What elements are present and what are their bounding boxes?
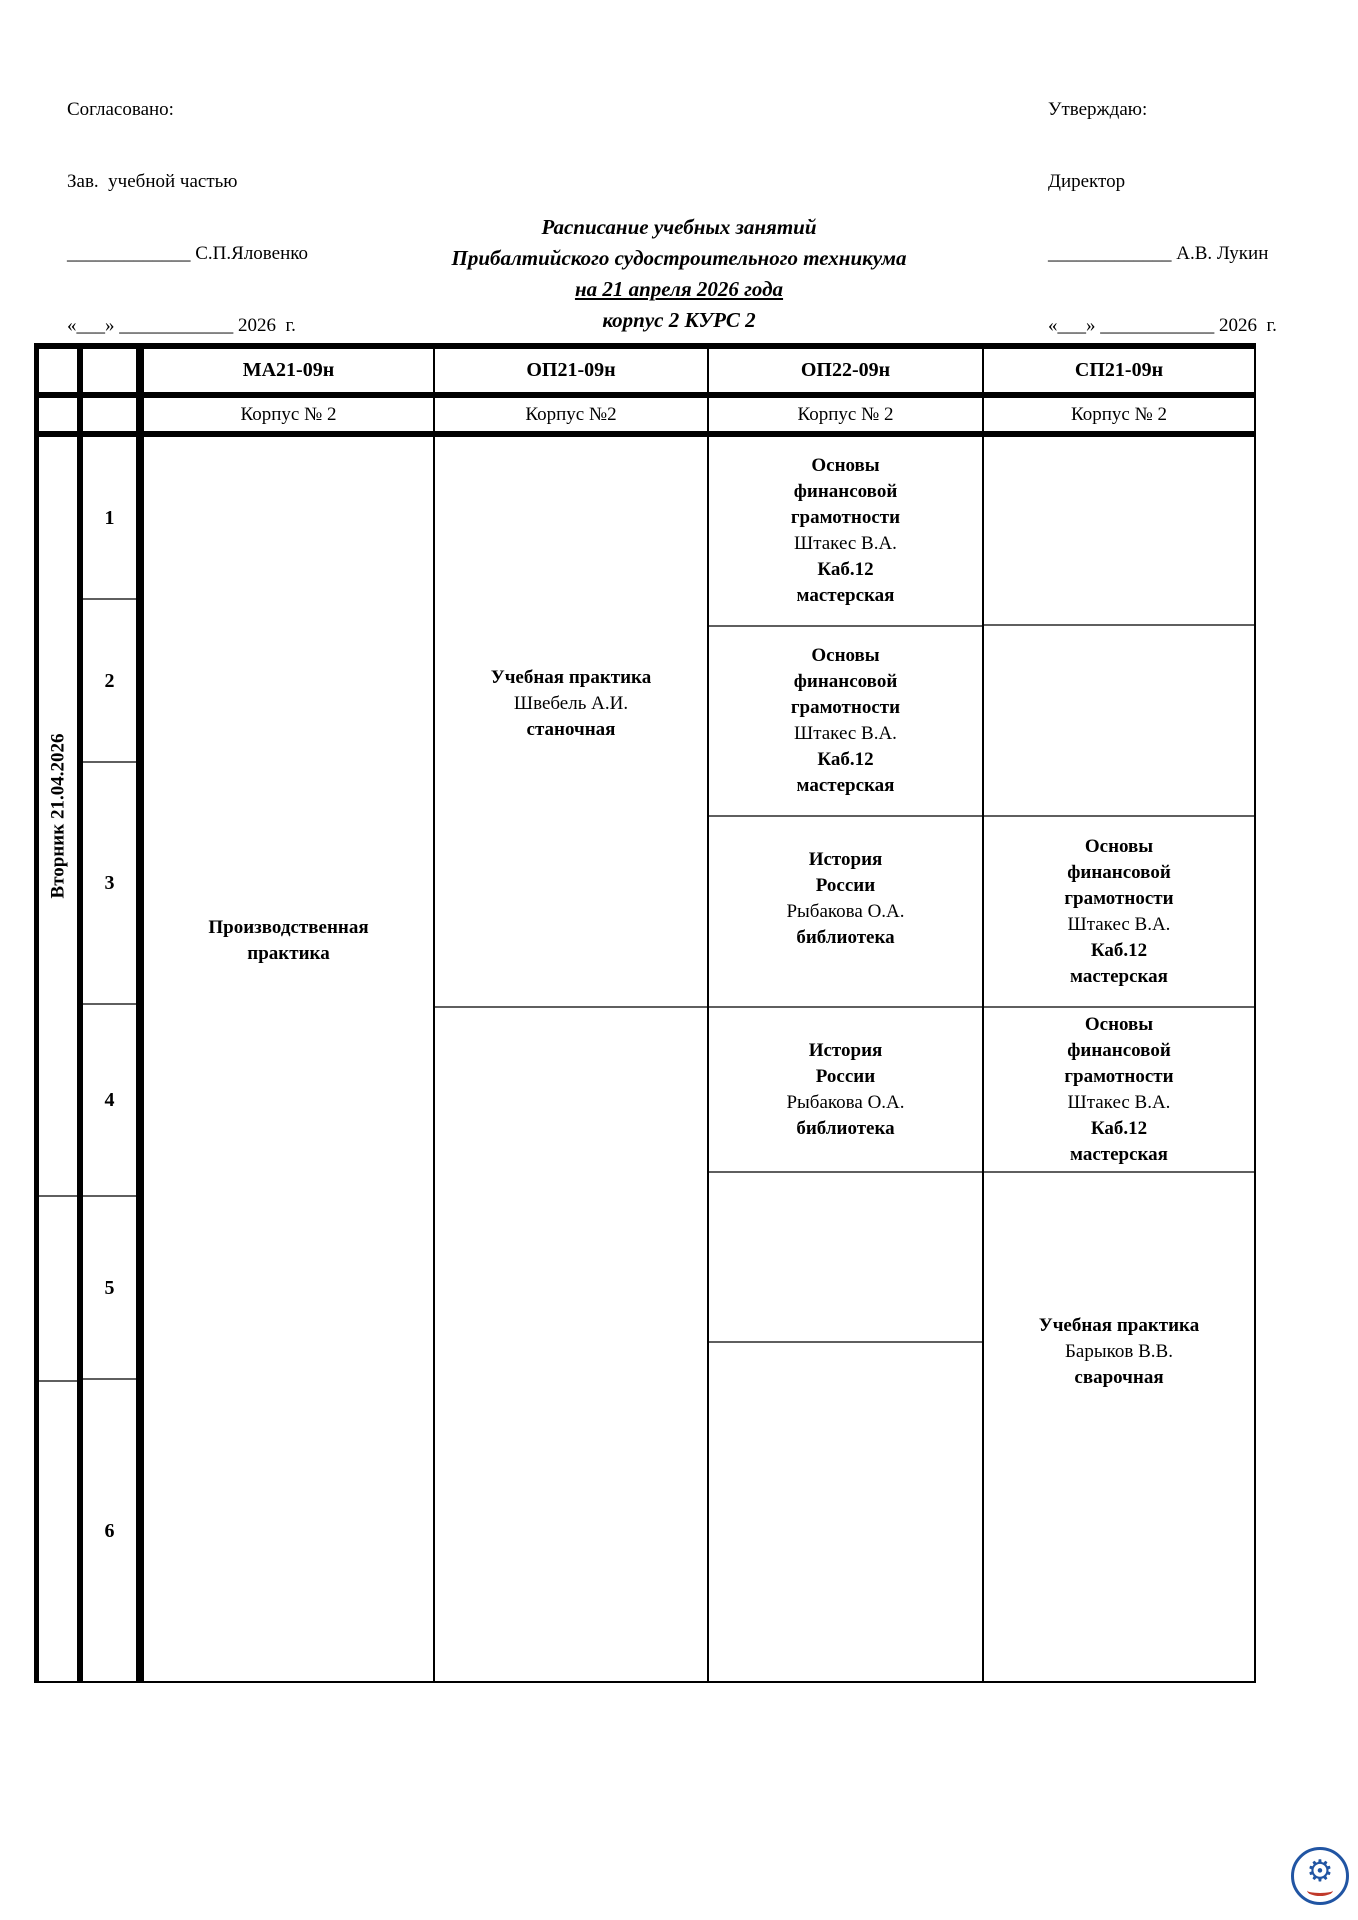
column-op22	[707, 437, 982, 1681]
subject-line: грамотности	[790, 697, 901, 718]
teacher-line: Штакес В.А.	[794, 723, 897, 744]
lesson-cell-empty	[984, 437, 1254, 626]
lesson-block-history	[709, 847, 982, 951]
teacher-line: Штакес В.А.	[794, 533, 897, 554]
subject-line: финансовой	[793, 481, 898, 502]
subject-line: финансовой	[793, 671, 898, 692]
subject-line: Основы	[811, 455, 880, 476]
lesson-block-history	[709, 1038, 982, 1142]
lesson-cell-sp21-practice	[984, 1173, 1254, 1681]
room-line: Каб.12	[1090, 939, 1148, 961]
lesson-cell-op22-1	[709, 437, 982, 627]
lesson-block-finlit	[984, 834, 1254, 990]
title-course-line: корпус 2 КУРС 2	[602, 308, 756, 332]
subject-line: грамотности	[790, 507, 901, 528]
lesson-cell-sp21-3	[984, 817, 1254, 1008]
lesson-number-4: 4	[83, 1005, 136, 1197]
lesson-cell-empty	[709, 1343, 982, 1681]
thick-horizontal-divider	[39, 431, 1254, 437]
subject-line: История	[808, 849, 883, 870]
day-column	[39, 437, 77, 1681]
subject-line: Учебная практика	[1038, 1315, 1200, 1336]
title-date-line: на 21 апреля 2026 года	[574, 277, 784, 301]
approval-left-line1: Согласовано:	[67, 99, 174, 120]
lesson-block-uchebnaya-sp	[984, 1313, 1254, 1391]
lesson-block-finlit	[709, 453, 982, 609]
lesson-cell-empty	[709, 1173, 982, 1343]
teacher-line: Штакес В.А.	[1067, 913, 1171, 935]
lesson-block-uchebnaya-op21	[435, 665, 707, 743]
place-line: станочная	[526, 719, 616, 740]
place-line: мастерская	[1070, 1143, 1168, 1165]
lesson-number-2: 2	[83, 600, 136, 763]
lesson-cell-op22-4	[709, 1008, 982, 1173]
place-line: мастерская	[796, 585, 895, 606]
lesson-cell-empty	[435, 1008, 707, 1681]
room-line: Каб.12	[817, 749, 874, 770]
approval-right-line2: Директор	[1048, 171, 1126, 192]
lesson-number-3: 3	[83, 763, 136, 1005]
thick-vertical-divider	[136, 349, 144, 1681]
lesson-block-production-practice	[144, 915, 433, 967]
thick-horizontal-divider	[39, 392, 1254, 398]
lesson-cell-ma21-practice	[144, 437, 433, 1681]
lesson-cell-op21-practice	[435, 437, 707, 1008]
room-line: Каб.12	[1090, 1117, 1148, 1139]
lesson-cell-sp21-4	[984, 1008, 1254, 1173]
day-empty-cell	[39, 1382, 77, 1681]
place-line: сварочная	[1074, 1367, 1164, 1388]
subject-line: Основы	[1084, 835, 1154, 857]
approval-right-line1: Утверждаю:	[1048, 99, 1148, 120]
subject-line: Учебная практика	[490, 667, 652, 688]
subject-line: финансовой	[1067, 1039, 1171, 1061]
day-empty-cell	[39, 1197, 77, 1382]
teacher-line: Рыбакова О.А.	[786, 901, 905, 922]
subject-line: История	[808, 1039, 883, 1061]
column-ma21	[144, 437, 433, 1681]
subject-line: России	[815, 1065, 876, 1087]
approval-right-signature: _____________ А.В. Лукин	[1048, 243, 1269, 264]
teacher-line: Штакес В.А.	[1067, 1091, 1171, 1113]
lesson-number-6: 6	[104, 1519, 115, 1542]
subject-line: Производственная	[208, 917, 369, 938]
lesson-block-finlit	[984, 1012, 1254, 1168]
column-op21	[433, 437, 707, 1681]
campus-cell-sp21: Корпус № 2	[982, 398, 1254, 431]
lesson-cell-op22-2	[709, 627, 982, 817]
approval-left-line2: Зав. учебной частью	[67, 171, 238, 192]
lesson-number-5: 5	[83, 1197, 136, 1380]
subject-line: Основы	[811, 645, 880, 666]
thick-vertical-divider	[77, 349, 83, 1681]
group-header-op22: ОП22-09н	[707, 349, 982, 392]
group-header-sp21: СП21-09н	[982, 349, 1254, 392]
page-title	[0, 212, 1358, 336]
lesson-cell-empty	[984, 626, 1254, 817]
schedule-table	[34, 343, 1256, 1683]
teacher-line: Швебель А.И.	[513, 693, 629, 714]
campus-cell-op22: Корпус № 2	[707, 398, 982, 431]
group-header-ma21: МА21-09н	[242, 359, 335, 381]
lesson-number-column	[83, 437, 136, 1681]
subject-line: финансовой	[1067, 861, 1171, 883]
place-line: мастерская	[1070, 965, 1168, 987]
approval-left-date: «___» ____________ 2026 г.	[67, 315, 296, 336]
approval-left-signature: _____________ С.П.Яловенко	[67, 243, 309, 264]
approval-right-date: «___» ____________ 2026 г.	[1048, 315, 1277, 336]
column-sp21	[982, 437, 1254, 1681]
day-label: Вторник 21.04.2026	[47, 733, 69, 899]
room-line: Каб.12	[817, 559, 874, 580]
campus-cell-op21: Корпус №2	[433, 398, 707, 431]
subject-line: России	[815, 875, 876, 896]
title-line2: Прибалтийского судостроительного техникума	[451, 246, 907, 270]
place-line: библиотека	[796, 927, 895, 948]
teacher-line: Рыбакова О.А.	[786, 1091, 905, 1113]
subject-line: Основы	[1084, 1013, 1154, 1035]
wave-icon	[1307, 1885, 1333, 1896]
lesson-cell-op22-3	[709, 817, 982, 1008]
school-emblem-logo	[1291, 1847, 1349, 1905]
title-line1: Расписание учебных занятий	[541, 215, 817, 239]
group-header-op21: ОП21-09н	[433, 349, 707, 392]
lesson-block-finlit	[709, 643, 982, 799]
subject-line: грамотности	[1064, 1065, 1174, 1087]
subject-line: грамотности	[1064, 887, 1174, 909]
place-line: библиотека	[796, 1117, 895, 1139]
subject-line: практика	[247, 943, 330, 964]
campus-cell-ma21: Корпус № 2	[240, 403, 337, 425]
gear-icon: ⚙	[1306, 1854, 1334, 1888]
day-label-cell	[39, 437, 77, 1197]
teacher-line: Барыков В.В.	[1065, 1341, 1173, 1362]
place-line: мастерская	[796, 775, 895, 796]
lesson-number-1: 1	[83, 437, 136, 600]
